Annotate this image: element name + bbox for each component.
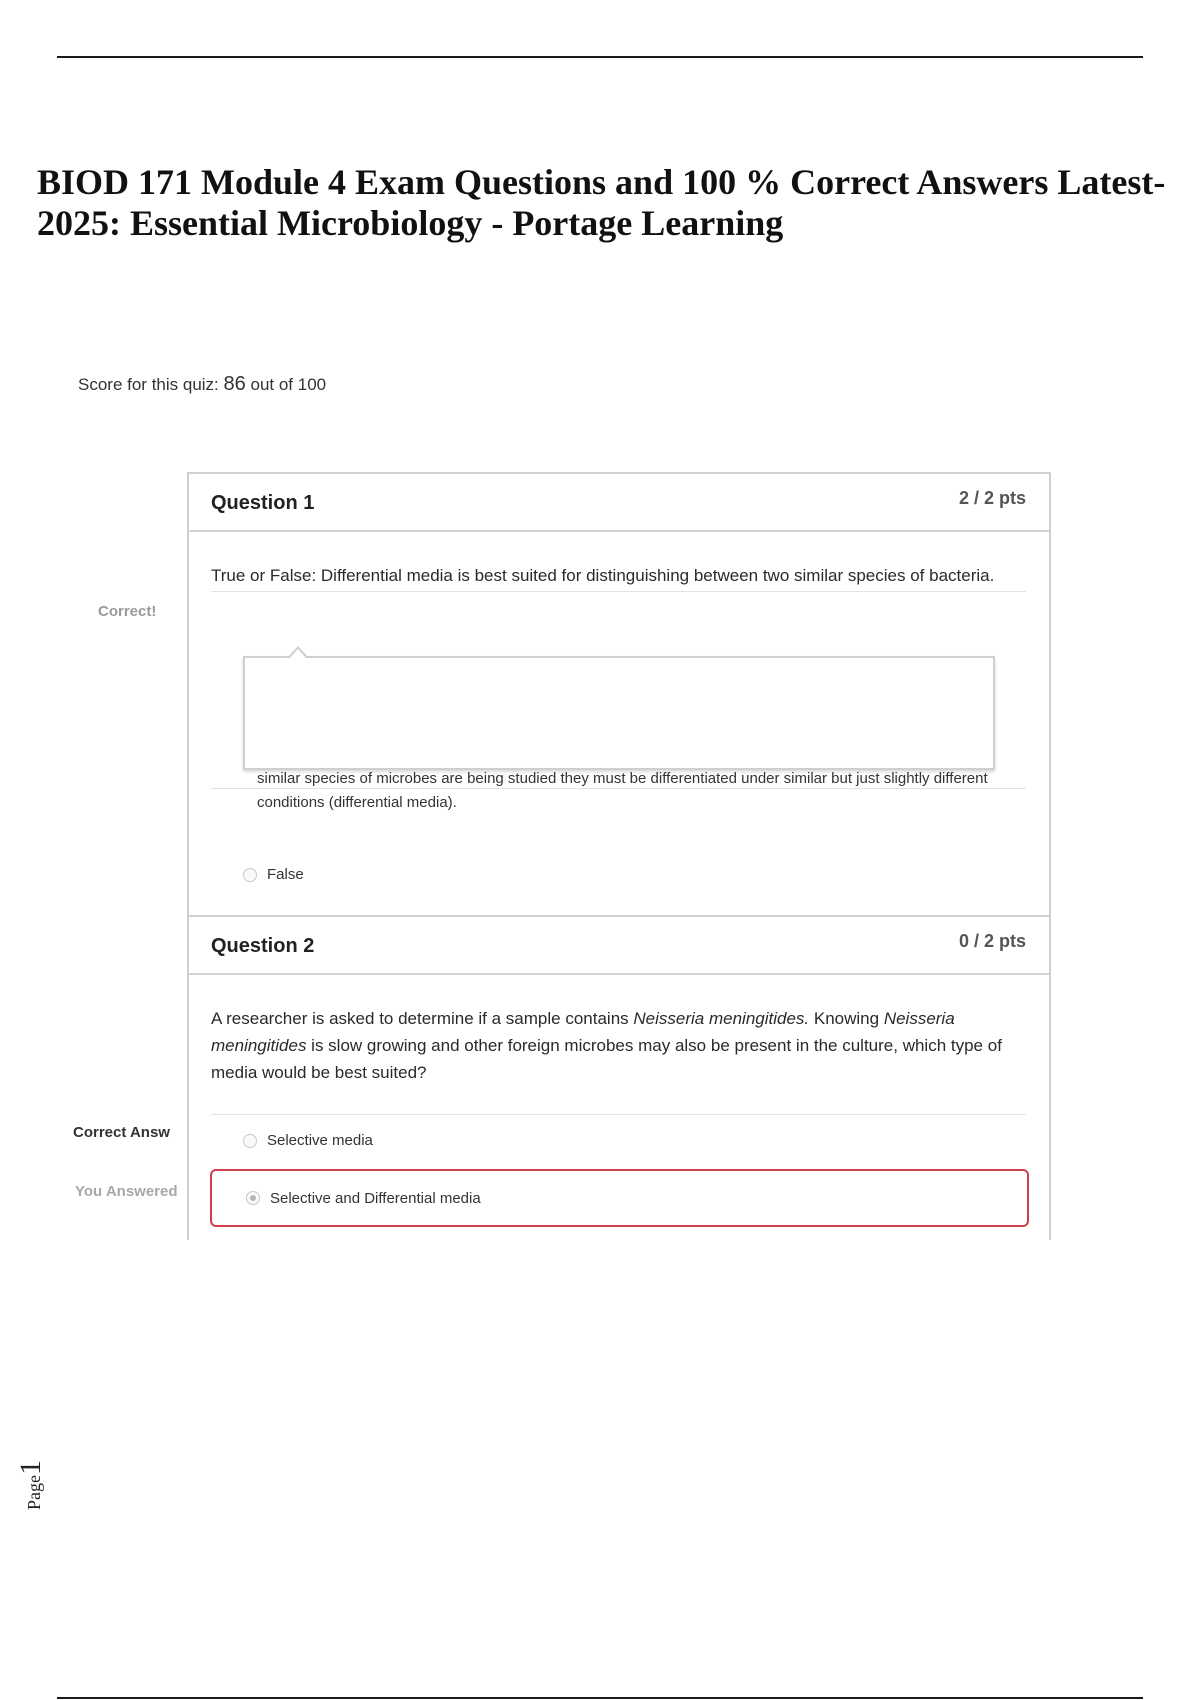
question-title: Question 2 [211, 935, 315, 957]
question-text [211, 1005, 1026, 1086]
document-title: BIOD 171 Module 4 Exam Questions and 100 % Correct Answers Latest-2025: Essential Microbiology - Portage Learning [37, 162, 1166, 243]
answer-feedback: similar species of microbes are being studied they must be differentiated under similar but just slightly different conditions (differential media). [257, 770, 988, 811]
bottom-rule [57, 1697, 1143, 1699]
divider [211, 591, 1026, 592]
quiz-score [78, 373, 326, 396]
answer-label: Selective media [267, 1132, 373, 1149]
score-suffix: out of 100 [245, 375, 327, 394]
page-number [14, 1450, 84, 1510]
question-header [189, 474, 1049, 532]
question-title: Question 1 [211, 492, 315, 514]
correct-flag: Correct! [98, 603, 157, 620]
score-prefix: Score for this quiz: [78, 375, 224, 394]
text-part: A researcher is asked to determine if a sample contains [211, 1009, 634, 1028]
question-card-1 [187, 472, 1051, 917]
answer-option-selective-and-differential[interactable] [210, 1169, 1029, 1227]
answer-option-false[interactable] [243, 866, 304, 883]
score-value: 86 [223, 373, 246, 395]
organism-name: Neisseria meningitides. [633, 1009, 810, 1028]
answer-label: False [267, 866, 304, 883]
organism-name: Neisseria meningitides [211, 1009, 955, 1055]
top-rule [57, 56, 1143, 58]
question-points: 2 / 2 pts [958, 488, 1026, 508]
answer-label: Selective and Differential media [270, 1189, 481, 1207]
question-text: True or False: Differential media is best suited for distinguishing between two similar species of bacteria. [211, 566, 995, 585]
answer-option-selective-media[interactable] [243, 1132, 373, 1149]
page-word: Page [24, 1475, 44, 1510]
divider [211, 1114, 1026, 1115]
page-number-value: 1 [14, 1460, 47, 1475]
radio-icon[interactable] [243, 1134, 257, 1148]
text-part: Knowing [809, 1009, 884, 1028]
text-part: is slow growing and other foreign microbes may also be present in the culture, which type of media would be best suited? [211, 1036, 1002, 1082]
question-points: 0 / 2 pts [958, 931, 1026, 951]
radio-icon[interactable] [243, 868, 257, 882]
question-header [189, 917, 1049, 975]
feedback-popover [243, 656, 995, 770]
you-answered-flag: You Answered [75, 1183, 178, 1200]
radio-selected-icon[interactable] [246, 1191, 260, 1205]
question-card-2 [187, 915, 1051, 1240]
correct-answer-flag: Correct Answ [73, 1124, 170, 1141]
popover-arrow [287, 646, 309, 658]
